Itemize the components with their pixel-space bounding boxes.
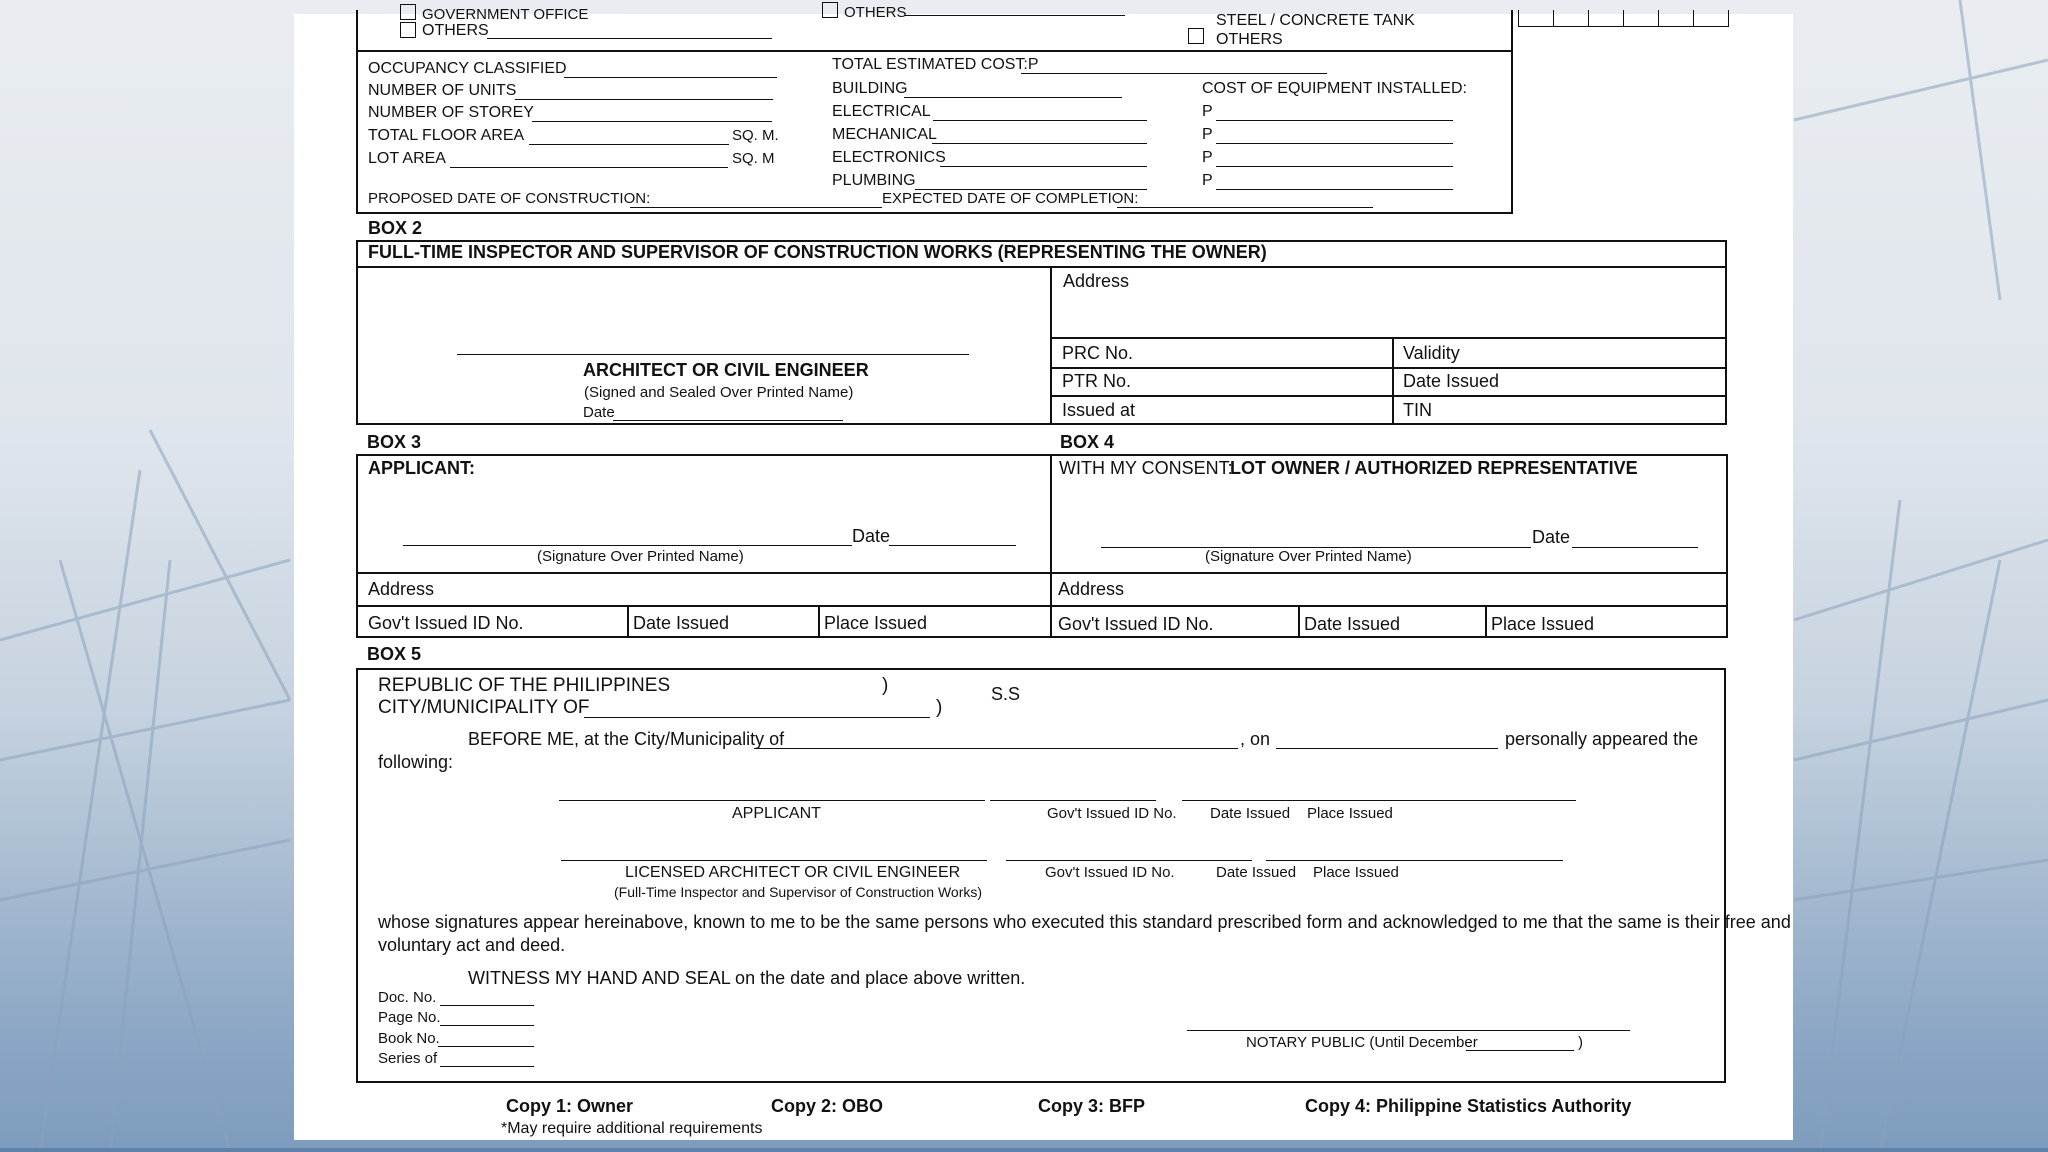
expected-date-label: EXPECTED DATE OF COMPLETION: [882,190,1139,207]
following-text: following: [378,752,454,772]
checkbox-others-3[interactable] [1188,28,1204,44]
paren: ) [936,697,943,718]
lot-area-label: LOT AREA [368,150,446,167]
floor-area-label: TOTAL FLOOR AREA [368,127,525,144]
applicant-title: APPLICANT: [368,458,475,478]
peso-sign: P [1202,149,1213,166]
place-issued-label: Place Issued [1313,864,1399,881]
checkbox-others[interactable] [400,22,416,38]
check-label: GOVERNMENT OFFICE [422,6,589,23]
checkbox-others-2[interactable] [822,2,838,18]
page-no-label: Page No. [378,1009,441,1026]
total-cost-label: TOTAL ESTIMATED COST:P [832,56,1039,73]
additional-requirements-note: *May require additional requirements [501,1120,763,1137]
proposed-date-label: PROPOSED DATE OF CONSTRUCTION: [368,190,651,207]
units-label: NUMBER OF UNITS [368,82,517,99]
copy-obo: Copy 2: OBO [771,1096,884,1116]
gov-id-label: Gov't Issued ID No. [1045,864,1175,881]
lot-owner-label: LOT OWNER / AUTHORIZED REPRESENTATIVE [1230,458,1638,478]
check-label: OTHERS [1216,31,1283,48]
box3-label: BOX 3 [367,432,422,452]
electrical-label: ELECTRICAL [832,103,931,120]
date-issued-label: Date Issued [1210,805,1291,822]
ss-label: S.S [991,684,1021,704]
issued-at-label: Issued at [1062,400,1136,420]
paren: ) [882,675,889,696]
date-label: Date [583,404,615,421]
acknowledgment-text: whose signatures appear hereinabove, known to me to be the same persons who executed this standard prescribed form and acknowledged to me that the same is their free and [378,912,1791,932]
occupancy-label: OCCUPANCY CLASSIFIED [368,60,567,77]
notary-label: NOTARY PUBLIC (Until December [1246,1034,1478,1051]
prc-label: PRC No. [1062,343,1134,363]
city-label: CITY/MUNICIPALITY OF [378,697,590,718]
gov-id-label: Gov't Issued ID No. [1058,614,1214,634]
equipment-cost-label: COST OF EQUIPMENT INSTALLED: [1202,80,1467,97]
sqm-unit: SQ. M. [732,127,779,144]
date-issued-label: Date Issued [1304,614,1401,634]
date-label: Date [1532,527,1571,547]
date-issued-label: Date Issued [1403,371,1500,391]
copy-owner: Copy 1: Owner [506,1096,634,1116]
plumbing-label: PLUMBING [832,172,916,189]
address-label: Address [1063,271,1130,291]
place-issued-label: Place Issued [824,613,928,633]
sqm-unit: SQ. M [732,150,775,167]
peso-sign: P [1202,126,1213,143]
checkbox-government-office[interactable] [400,4,416,20]
signature-note: (Signature Over Printed Name) [1205,548,1412,565]
date-issued-label: Date Issued [633,613,730,633]
peso-sign: P [1202,172,1213,189]
place-issued-label: Place Issued [1307,805,1393,822]
background-band [0,1148,2048,1152]
signature-note: (Signature Over Printed Name) [537,548,744,565]
ptr-label: PTR No. [1062,371,1132,391]
book-no-label: Book No. [378,1030,440,1047]
tin-label: TIN [1403,400,1432,420]
address-label: Address [368,579,435,599]
box2-title: FULL-TIME INSPECTOR AND SUPERVISOR OF CONSTRUCTION WORKS (REPRESENTING THE OWNER) [368,242,1267,262]
on-text: , on [1240,729,1271,749]
before-me-text: BEFORE ME, at the City/Municipality of [468,729,785,749]
series-label: Series of [378,1050,438,1067]
place-issued-label: Place Issued [1491,614,1595,634]
gov-id-label: Gov't Issued ID No. [368,613,524,633]
licensed-architect-label: LICENSED ARCHITECT OR CIVIL ENGINEER [625,864,961,881]
peso-sign: P [1202,103,1213,120]
box3-4 [356,454,1728,638]
check-label: OTHERS [844,4,907,21]
electronics-label: ELECTRONICS [832,149,946,166]
gov-id-label: Gov't Issued ID No. [1047,805,1177,822]
copy-psa: Copy 4: Philippine Statistics Authority [1305,1096,1632,1116]
storey-label: NUMBER OF STOREY [368,104,534,121]
permit-form-page [294,4,1793,1140]
fulltime-note: (Full-Time Inspector and Supervisor of Construction Works) [614,884,983,900]
address-label: Address [1058,579,1125,599]
building-label: BUILDING [832,80,908,97]
date-issued-label: Date Issued [1216,864,1297,881]
architect-label: ARCHITECT OR CIVIL ENGINEER [583,360,869,380]
acknowledgment-text: voluntary act and deed. [378,935,566,955]
notary-paren: ) [1578,1034,1583,1051]
applicant-line-label: APPLICANT [732,805,821,822]
signed-sealed-note: (Signed and Sealed Over Printed Name) [584,384,854,401]
consent-label: WITH MY CONSENT: [1059,458,1233,478]
mechanical-label: MECHANICAL [832,126,937,143]
validity-label: Validity [1403,343,1460,363]
check-label: OTHERS [422,22,489,39]
witness-text: WITNESS MY HAND AND SEAL on the date and place above written. [468,968,1026,988]
box5-label: BOX 5 [367,644,422,664]
check-label: STEEL / CONCRETE TANK [1216,12,1415,29]
box2-label: BOX 2 [368,218,423,238]
appeared-text: personally appeared the [1505,729,1699,749]
doc-no-label: Doc. No. [378,989,437,1006]
date-label: Date [852,526,891,546]
copy-bfp: Copy 3: BFP [1038,1096,1146,1116]
republic-label: REPUBLIC OF THE PHILIPPINES [378,675,671,696]
box4-label: BOX 4 [1060,432,1115,452]
